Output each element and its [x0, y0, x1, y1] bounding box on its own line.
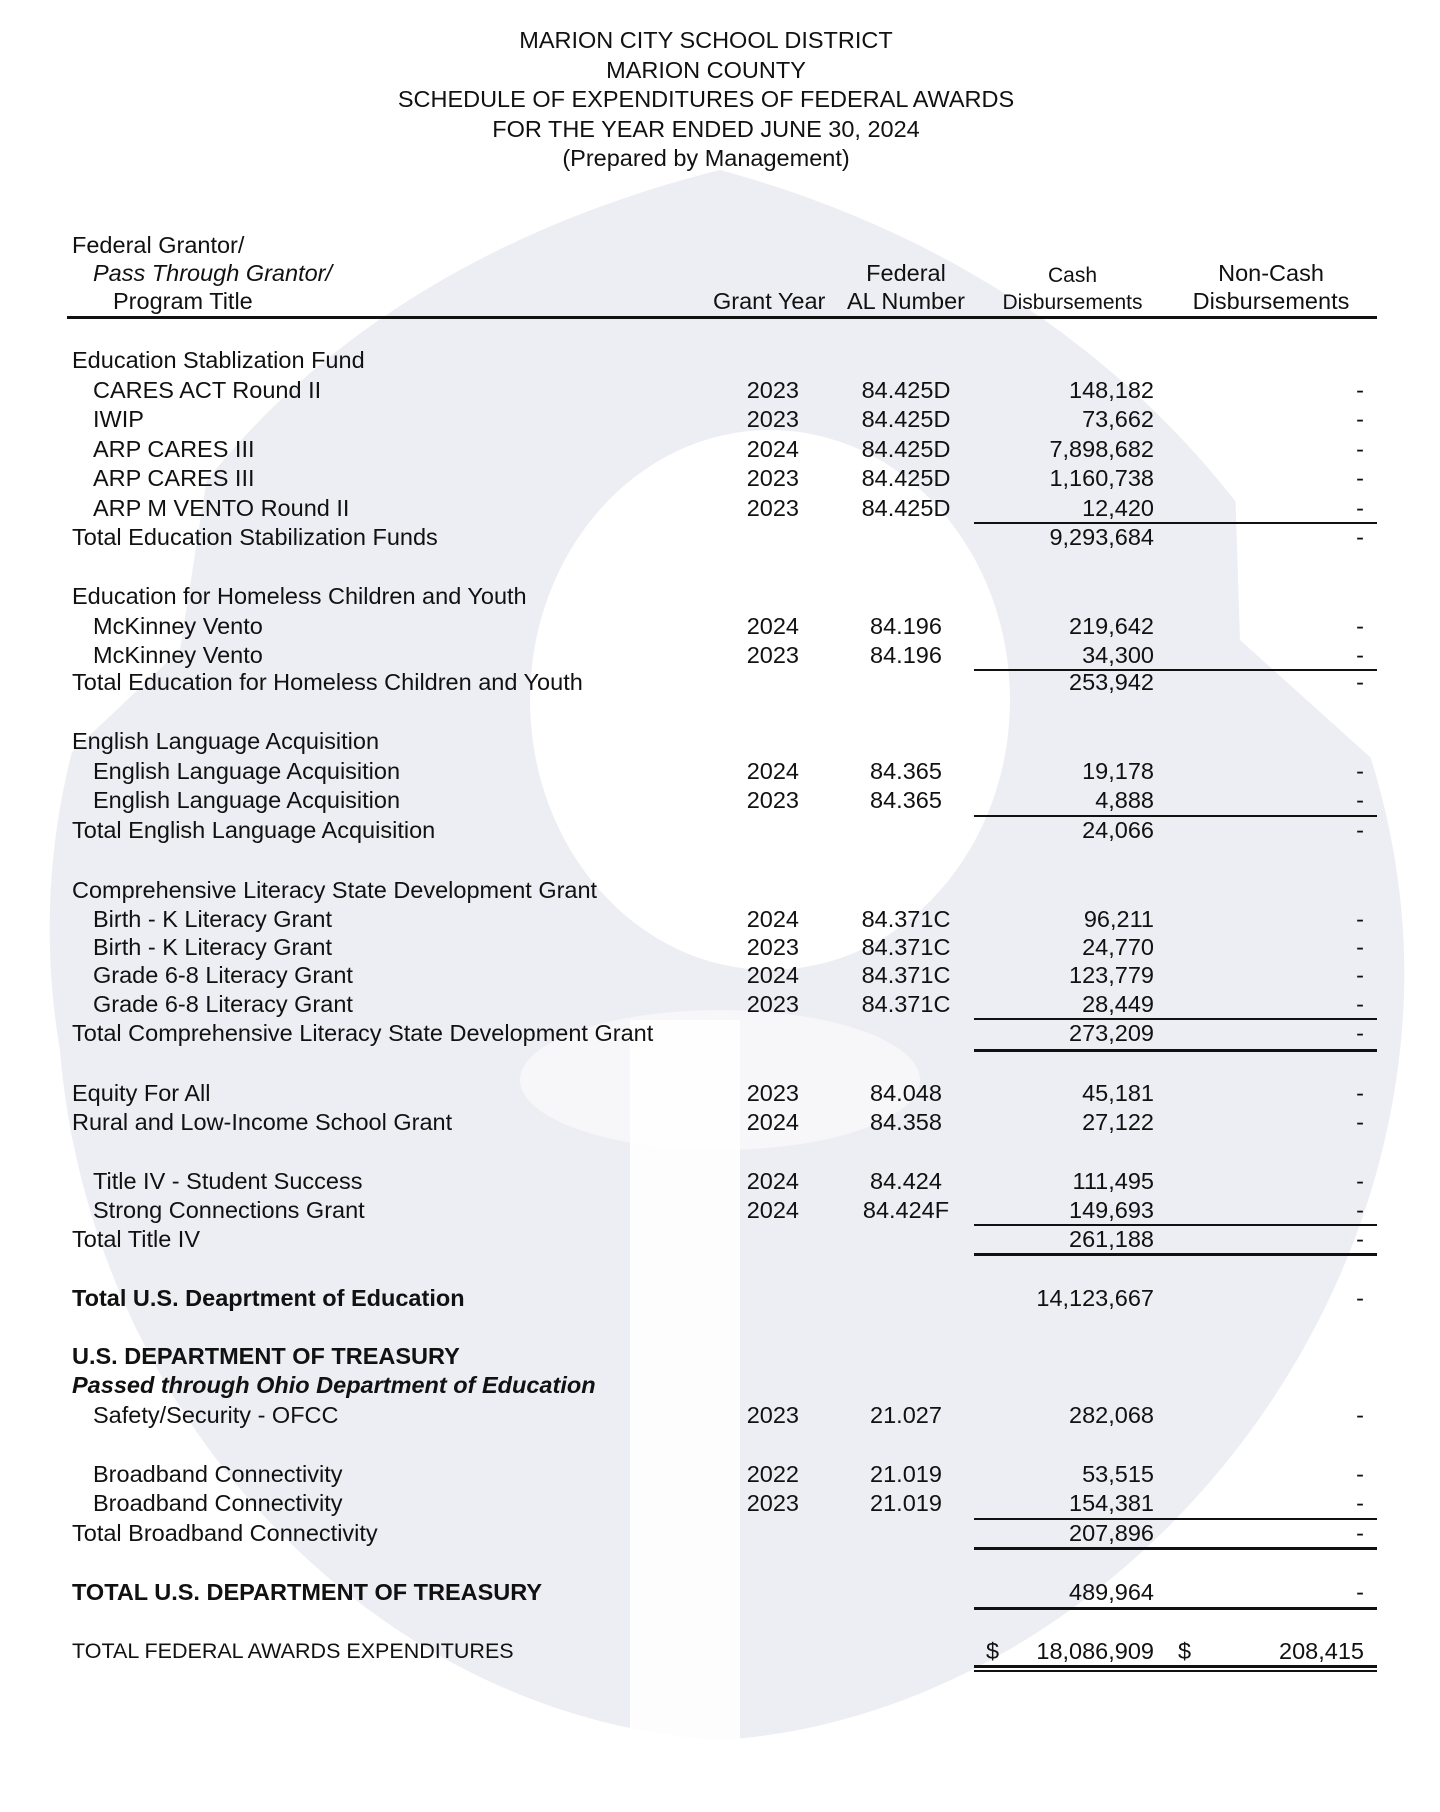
noncash-disbursement: - [1356, 406, 1364, 432]
grand-total-row [0, 1637, 1440, 1666]
grant-year: 2023 [746, 377, 799, 403]
noncash-disbursement: - [1356, 991, 1364, 1017]
program-title: Grade 6-8 Literacy Grant [93, 962, 353, 988]
col-header-cash-disbursements: Disbursements [1002, 291, 1143, 314]
table-row [0, 933, 1440, 962]
noncash-total: - [1356, 1226, 1364, 1252]
program-title: Birth - K Literacy Grant [93, 906, 332, 932]
department-total-label: Total U.S. Deaprtment of Education [72, 1285, 465, 1311]
table-row [0, 464, 1440, 493]
cash-disbursement: 4,888 [1095, 787, 1154, 813]
noncash-total: - [1356, 1285, 1364, 1311]
noncash-total: - [1356, 817, 1364, 843]
grant-year: 2024 [746, 613, 799, 639]
program-title: ARP M VENTO Round II [93, 495, 350, 521]
noncash-disbursement: - [1356, 1080, 1364, 1106]
cash-total: 9,293,684 [1049, 524, 1154, 550]
noncash-disbursement: - [1356, 613, 1364, 639]
table-row [0, 376, 1440, 405]
group-label: Education for Homeless Children and Youth [72, 583, 527, 609]
program-title: Strong Connections Grant [93, 1197, 365, 1223]
table-row [0, 1460, 1440, 1489]
total-label: Total Title IV [72, 1226, 200, 1252]
cash-disbursement: 219,642 [1069, 613, 1154, 639]
cash-disbursement: 149,693 [1069, 1197, 1154, 1223]
cash-disbursement: 96,211 [1083, 906, 1154, 932]
pass-through-row [0, 1371, 1440, 1400]
noncash-disbursement: - [1356, 1402, 1364, 1428]
noncash-grand-total: 208,415 [1279, 1638, 1364, 1664]
col-header-federal-grantor: Federal Grantor/ [72, 232, 245, 258]
title-period: FOR THE YEAR ENDED JUNE 30, 2024 [492, 115, 920, 142]
noncash-total: - [1356, 669, 1364, 695]
grant-year: 2023 [746, 1490, 799, 1516]
program-title: Grade 6-8 Literacy Grant [93, 991, 353, 1017]
program-title: McKinney Vento [93, 613, 263, 639]
table-row [0, 641, 1440, 670]
grant-year: 2024 [746, 1168, 799, 1194]
subtotal-underline [974, 1049, 1377, 1052]
al-number: 84.371C [861, 962, 951, 988]
total-row [0, 1225, 1440, 1254]
cash-disbursement: 12,420 [1082, 495, 1154, 521]
grant-year: 2023 [746, 495, 799, 521]
group-label: Comprehensive Literacy State Development Grant [72, 877, 598, 903]
col-header-non-cash: Non-Cash [1218, 260, 1324, 286]
grant-year: 2022 [746, 1461, 799, 1487]
noncash-disbursement: - [1356, 642, 1364, 668]
grant-year: 2023 [746, 465, 799, 491]
noncash-disbursement: - [1356, 962, 1364, 988]
table-row [0, 786, 1440, 815]
table-row [0, 1167, 1440, 1196]
grant-year: 2023 [746, 934, 799, 960]
total-label: Total Comprehensive Literacy State Development Grant [72, 1020, 654, 1046]
table-row [0, 435, 1440, 464]
total-label: Total English Language Acquisition [72, 817, 436, 843]
noncash-disbursement: - [1356, 906, 1364, 932]
grant-year: 2023 [746, 642, 799, 668]
noncash-disbursement: - [1356, 1490, 1364, 1516]
cash-disbursement: 53,515 [1082, 1461, 1154, 1487]
cash-disbursement: 28,449 [1082, 991, 1154, 1017]
group-label: Education Stablization Fund [72, 347, 365, 373]
report-title [0, 26, 1412, 174]
program-title: Broadband Connectivity [93, 1490, 343, 1516]
total-row [0, 1519, 1440, 1548]
al-number: 84.424 [870, 1168, 942, 1194]
noncash-disbursement: - [1356, 1197, 1364, 1223]
program-title: IWIP [93, 406, 144, 432]
al-number: 21.019 [870, 1490, 942, 1516]
total-label: Total Education for Homeless Children and Youth [72, 669, 583, 695]
program-title: ARP CARES III [93, 465, 255, 491]
group-header-row [0, 876, 1440, 905]
col-header-non-cash-disbursements: Disbursements [1192, 288, 1350, 314]
cash-total: 207,896 [1069, 1520, 1154, 1546]
al-number: 84.425D [861, 406, 951, 432]
cash-total: 253,942 [1069, 669, 1154, 695]
grant-year: 2023 [746, 1402, 799, 1428]
program-title: Birth - K Literacy Grant [93, 934, 332, 960]
noncash-disbursement: - [1356, 436, 1364, 462]
noncash-disbursement: - [1356, 758, 1364, 784]
noncash-disbursement: - [1356, 495, 1364, 521]
noncash-disbursement: - [1356, 377, 1364, 403]
cash-currency-symbol: $ [986, 1638, 1000, 1664]
col-header-pass-through: Pass Through Grantor/ [93, 260, 333, 286]
cash-disbursement: 19,178 [1082, 758, 1154, 784]
col-header-federal: Federal [866, 260, 946, 286]
cash-disbursement: 34,300 [1082, 642, 1154, 668]
table-row [0, 1489, 1440, 1518]
noncash-total: - [1356, 1020, 1364, 1046]
subtotal-underline [974, 1253, 1377, 1256]
grant-year: 2024 [746, 1109, 799, 1135]
cash-disbursement: 123,779 [1069, 962, 1154, 988]
program-title: English Language Acquisition [93, 758, 401, 784]
noncash-disbursement: - [1356, 1109, 1364, 1135]
noncash-disbursement: - [1356, 934, 1364, 960]
cash-disbursement: 111,495 [1072, 1168, 1154, 1194]
total-row [0, 1019, 1440, 1048]
al-number: 84.425D [861, 377, 951, 403]
al-number: 84.196 [870, 613, 942, 639]
col-header-grant-year: Grant Year [713, 288, 826, 314]
cash-disbursement: 154,381 [1069, 1490, 1154, 1516]
subtotal-underline [974, 1547, 1377, 1550]
cash-disbursement: 27,122 [1082, 1109, 1154, 1135]
cash-disbursement: 73,662 [1082, 406, 1154, 432]
col-header-cash: Cash [1047, 264, 1098, 287]
noncash-disbursement: - [1356, 1461, 1364, 1487]
group-header-row [0, 582, 1440, 611]
noncash-disbursement: - [1356, 787, 1364, 813]
al-number: 84.365 [870, 758, 942, 784]
grant-year: 2023 [746, 1080, 799, 1106]
group-header-row [0, 727, 1440, 756]
department-total-row [0, 1284, 1440, 1313]
noncash-disbursement: - [1356, 1168, 1364, 1194]
header-rule [67, 316, 1377, 319]
grant-year: 2023 [746, 787, 799, 813]
cash-disbursement: 45,181 [1082, 1080, 1154, 1106]
program-title: English Language Acquisition [93, 787, 401, 813]
grant-year: 2024 [746, 962, 799, 988]
total-label: Total Broadband Connectivity [72, 1520, 378, 1546]
al-number: 84.425D [861, 465, 951, 491]
total-row [0, 816, 1440, 845]
cash-disbursement: 24,770 [1082, 934, 1154, 960]
al-number: 21.019 [870, 1461, 942, 1487]
al-number: 84.365 [870, 787, 942, 813]
program-title: ARP CARES III [93, 436, 255, 462]
total-row [0, 668, 1440, 697]
al-number: 84.371C [861, 906, 951, 932]
al-number: 84.048 [870, 1080, 942, 1106]
noncash-total: - [1356, 1520, 1364, 1546]
table-row [0, 405, 1440, 434]
pass-through-label: Passed through Ohio Department of Education [72, 1372, 596, 1398]
table-row [0, 1079, 1440, 1108]
grant-year: 2023 [746, 406, 799, 432]
table-row [0, 905, 1440, 934]
table-row [0, 961, 1440, 990]
table-row [0, 494, 1440, 523]
program-title: CARES ACT Round II [93, 377, 322, 403]
total-label: Total Education Stabilization Funds [72, 524, 438, 550]
noncash-disbursement: - [1356, 465, 1364, 491]
table-row [0, 757, 1440, 786]
grand-total-label: TOTAL FEDERAL AWARDS EXPENDITURES [72, 1639, 514, 1663]
noncash-total: - [1356, 524, 1364, 550]
noncash-currency-symbol: $ [1178, 1638, 1192, 1664]
table-row [0, 1108, 1440, 1137]
department-header-row [0, 1342, 1440, 1371]
title-schedule: SCHEDULE OF EXPENDITURES OF FEDERAL AWARDS [397, 86, 1015, 113]
department-total-row [0, 1578, 1440, 1607]
grant-year: 2024 [746, 1197, 799, 1223]
al-number: 21.027 [870, 1402, 942, 1428]
al-number: 84.424F [862, 1197, 950, 1223]
al-number: 84.425D [861, 495, 951, 521]
program-title: Rural and Low-Income School Grant [72, 1109, 453, 1135]
title-district: MARION CITY SCHOOL DISTRICT [519, 27, 893, 53]
noncash-total: - [1356, 1579, 1364, 1605]
table-row [0, 1196, 1440, 1225]
program-title: Equity For All [72, 1080, 211, 1106]
department-total-underline [974, 1607, 1377, 1610]
table-row [0, 612, 1440, 641]
title-prepared-by: (Prepared by Management) [562, 145, 850, 172]
cash-total: 261,188 [1069, 1226, 1154, 1252]
total-row [0, 523, 1440, 552]
al-number: 84.425D [861, 436, 951, 462]
cash-disbursement: 1,160,738 [1049, 465, 1154, 491]
table-row [0, 1401, 1440, 1430]
table-row [0, 990, 1440, 1019]
grant-year: 2024 [746, 906, 799, 932]
cash-disbursement: 7,898,682 [1049, 436, 1154, 462]
grant-year: 2024 [746, 758, 799, 784]
cash-total: 273,209 [1069, 1020, 1154, 1046]
program-title: Title IV - Student Success [93, 1168, 363, 1194]
title-county: MARION COUNTY [606, 56, 806, 83]
group-label: English Language Acquisition [72, 728, 380, 754]
program-title: McKinney Vento [93, 642, 263, 668]
grant-year: 2023 [746, 991, 799, 1017]
program-title: Safety/Security - OFCC [93, 1402, 339, 1428]
grant-year: 2024 [746, 436, 799, 462]
al-number: 84.196 [870, 642, 942, 668]
cash-disbursement: 148,182 [1069, 377, 1154, 403]
al-number: 84.371C [861, 934, 951, 960]
col-header-program-title: Program Title [113, 288, 253, 314]
al-number: 84.371C [861, 991, 951, 1017]
department-total-label: TOTAL U.S. DEPARTMENT OF TREASURY [72, 1579, 543, 1605]
department-label: U.S. DEPARTMENT OF TREASURY [72, 1343, 460, 1369]
program-title: Broadband Connectivity [93, 1461, 343, 1487]
cash-total: 24,066 [1082, 817, 1154, 843]
grand-total-double-underline [974, 1665, 1377, 1672]
col-header-al-number: AL Number [847, 288, 965, 314]
cash-total: 489,964 [1069, 1579, 1154, 1605]
group-header-row [0, 346, 1440, 375]
cash-total: 14,123,667 [1036, 1285, 1154, 1311]
al-number: 84.358 [870, 1109, 942, 1135]
cash-grand-total: 18,086,909 [1036, 1638, 1154, 1664]
cash-disbursement: 282,068 [1069, 1402, 1154, 1428]
